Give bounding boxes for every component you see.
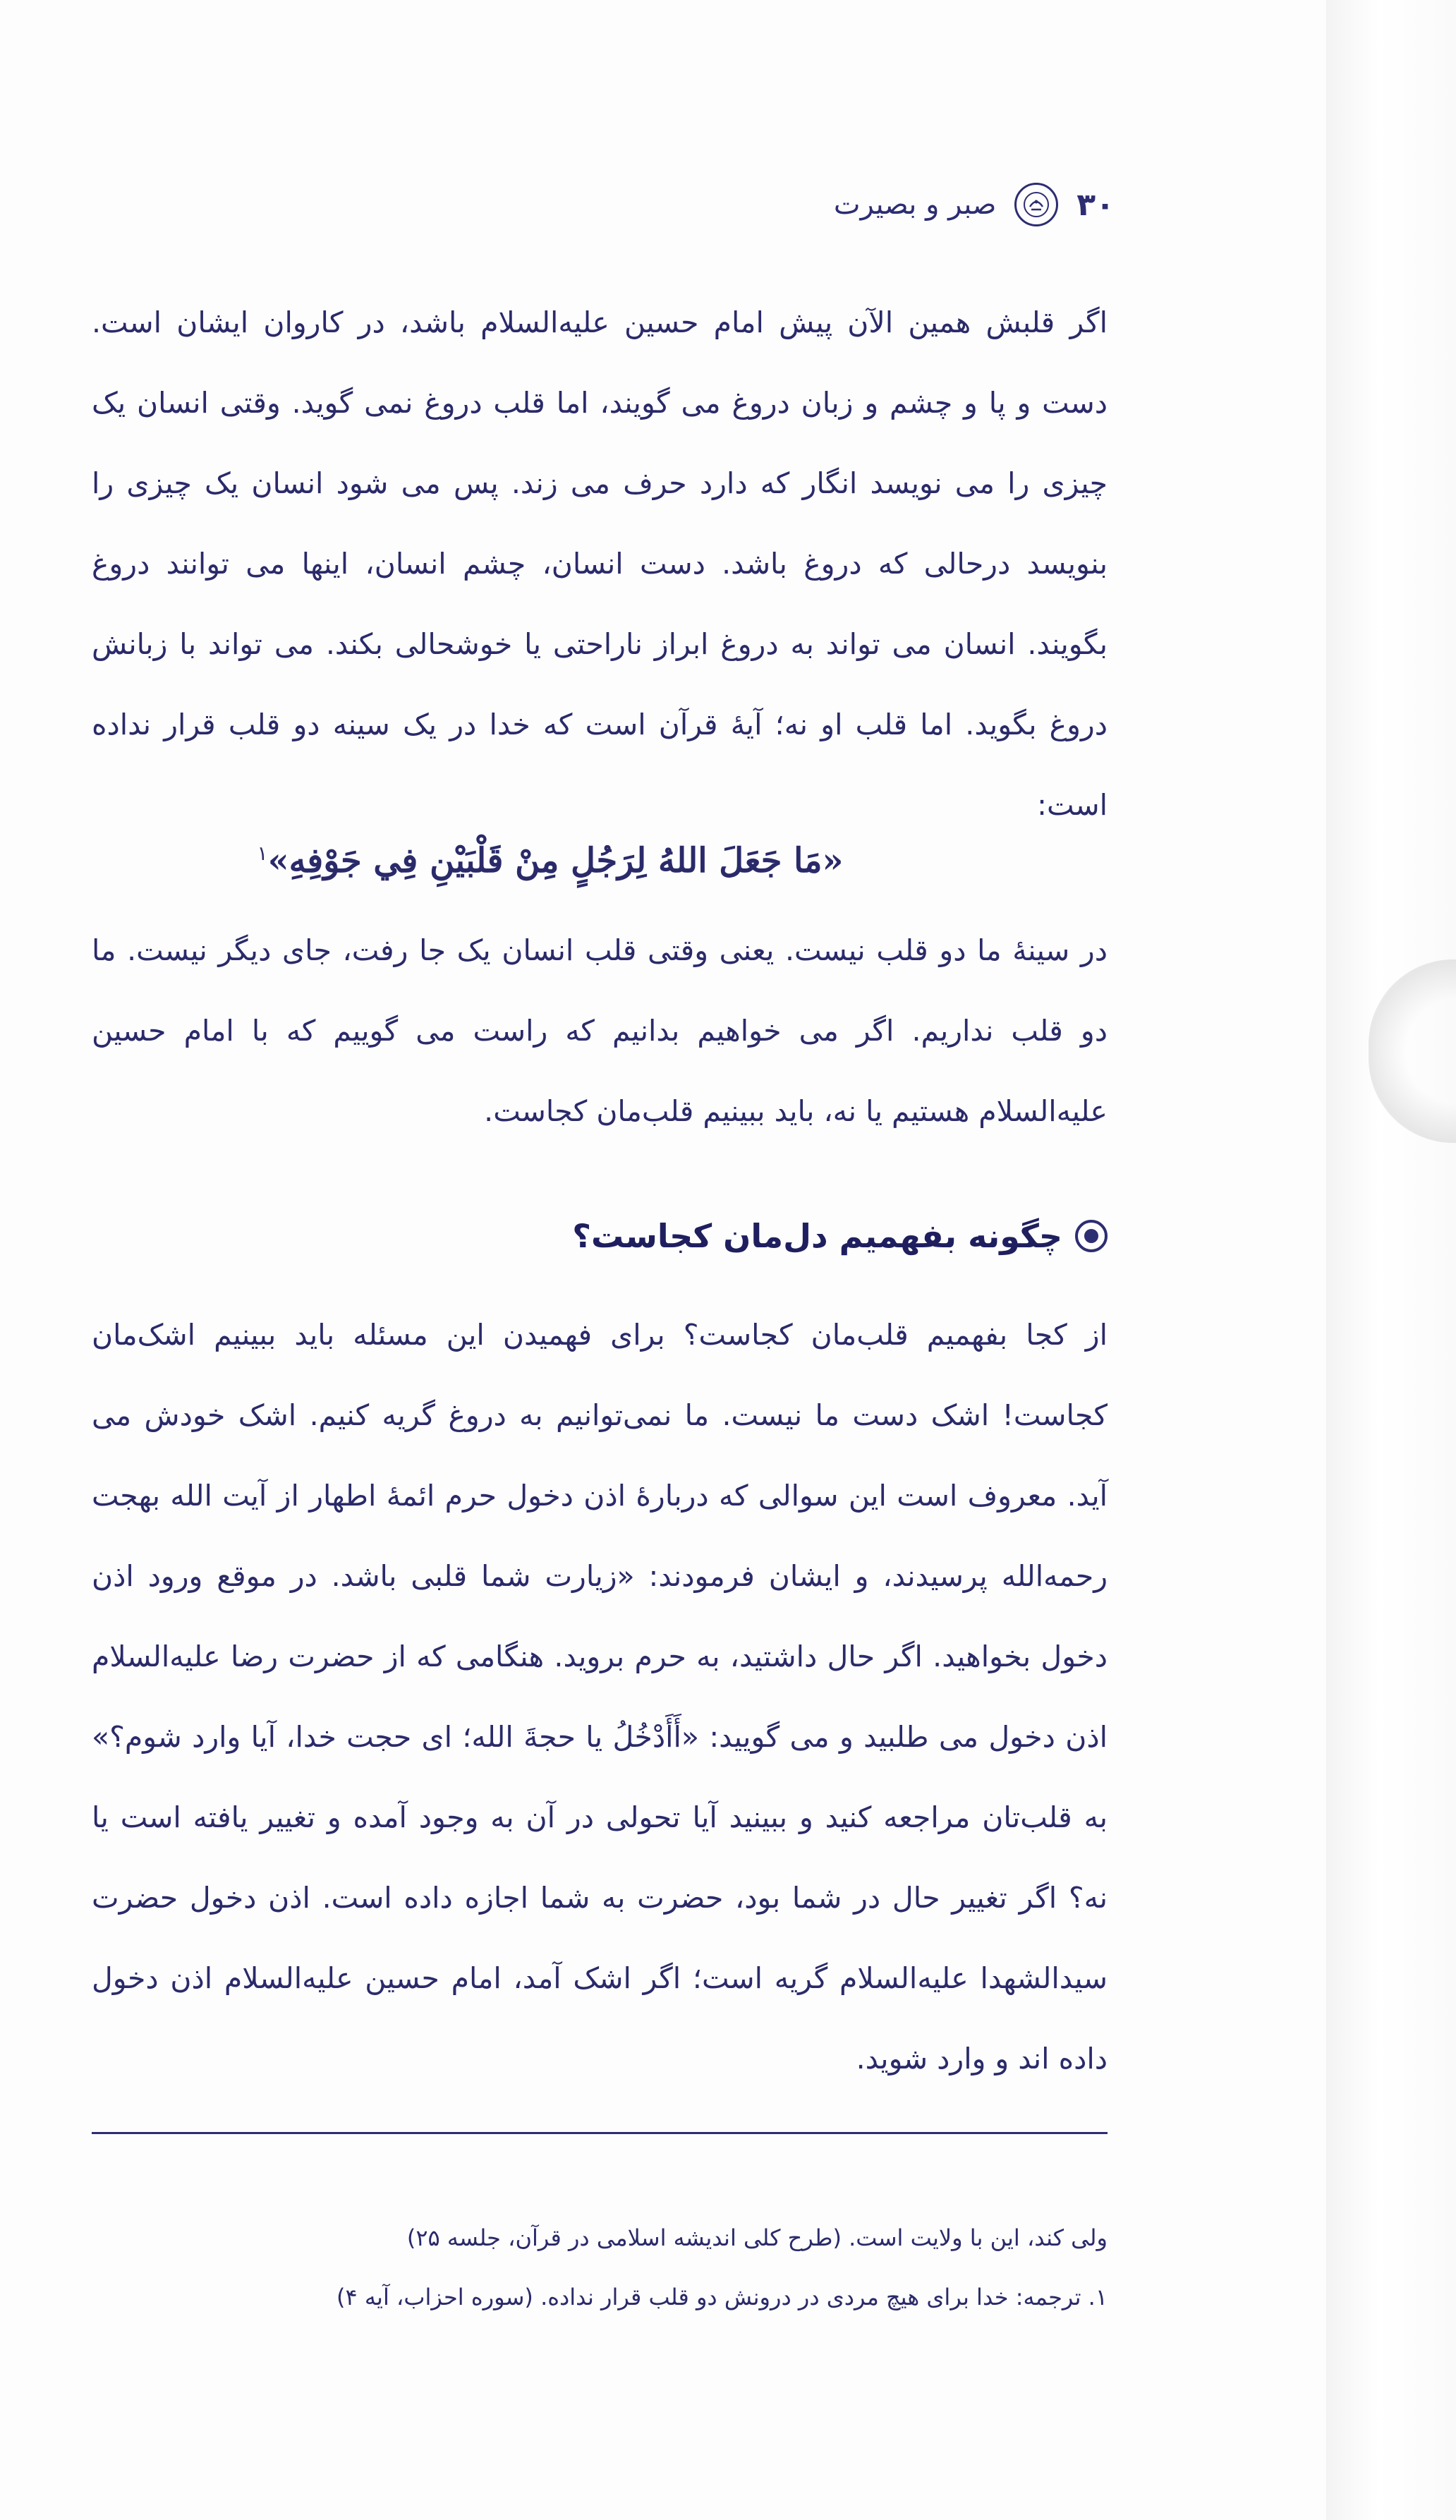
body-paragraph-1: [92, 282, 1108, 845]
footnote-divider: [92, 2132, 1108, 2134]
running-title: صبر و بصیرت: [833, 188, 997, 221]
page-number: ۳۰: [1076, 186, 1115, 223]
body-paragraph-2: [92, 910, 1108, 1151]
quran-verse: [155, 825, 945, 889]
verse-text: «مَا جَعَلَ اللهُ لِرَجُلٍ مِنْ قَلْبَيْنِ فِي جَوْفِهِ»: [267, 841, 844, 880]
section-heading: [572, 1217, 1108, 1255]
paragraph-text: از کجا بفهمیم قلب‌مان کجاست؟ برای فهمیدن این مسئله باید ببینیم اشک‌مان کجاست! اشک دست ما نیست. ما نمی‌توانیم به دروغ گریه کنیم. اشک خودش می آید. معروف است این سوالی که دربارۀ اذن دخول حرم ائمۀ اطهار از آیت الله بهجت رحمه‌الله پرسیدند، و ایشان فرمودند: «زیارت شما قلبی باشد. در موقع ورود اذن دخول بخواهید. اگر حال داشتید، به حرم بروید. هنگامی که از حضرت رضا علیه‌السلام اذن دخول می طلبید و می گویید: «أَأَدْخُلُ يا حجةَ الله؛ ای حجت خدا، آیا وارد شوم؟» به قلب‌تان مراجعه کنید و ببینید آیا تحولی در آن به وجود آمده و تغییر یافته است یا نه؟ اگر تغییر حال در شما بود، حضرت به شما اجازه داده است. اذن دخول حضرت سیدالشهدا علیه‌السلام گریه است؛ اگر اشک آمد، امام حسین علیه‌السلام اذن دخول داده اند و وارد شوید.: [92, 1318, 1108, 2076]
footnote-line: ولی کند، این با ولایت است. (طرح کلی اندیشه اسلامی در قرآن، جلسه ۲۵): [406, 2224, 1108, 2251]
paragraph-text: اگر قلبش همین الآن پیش امام حسین علیه‌السلام باشد، در کاروان ایشان است. دست و پا و چشم و زبان دروغ می گویند، اما قلب دروغ نمی گوید. وقتی انسان یک چیزی را می نویسد انگار که دارد حرف می زند. پس می شود انسان یک چیزی را بنویسد درحالی که دروغ باشد. دست انسان، چشم انسان، اینها می توانند دروغ بگویند. انسان می تواند به دروغ ابراز ناراحتی یا خوشحالی بکند. می تواند با زبانش دروغ بگوید. اما قلب او نه؛ آیۀ قرآن است که خدا در یک سینه دو قلب قرار نداده است:: [92, 305, 1108, 822]
book-emblem-icon: [1014, 183, 1058, 226]
footnote-marker: ۱: [257, 842, 268, 865]
body-paragraph-3: [92, 1295, 1108, 2099]
paragraph-text: در سینۀ ما دو قلب نیست. یعنی وقتی قلب انسان یک جا رفت، جای دیگر نیست. ما دو قلب نداریم. اگر می خواهیم بدانیم که راست می گوییم که با امام حسین علیه‌السلام هستیم یا نه، باید ببینیم قلب‌مان کجاست.: [92, 933, 1108, 1128]
footnotes: [92, 2208, 1108, 2327]
section-heading-text: چگونه بفهمیم دل‌مان کجاست؟: [572, 1217, 1062, 1255]
page-edge: [1326, 0, 1456, 2520]
page-header: [834, 176, 1115, 233]
footnote-line: ۱. ترجمه: خدا برای هیچ مردی در درونش دو قلب قرار نداده. (سوره احزاب، آیه ۴): [336, 2284, 1108, 2310]
section-bullet-icon: [1075, 1220, 1108, 1252]
